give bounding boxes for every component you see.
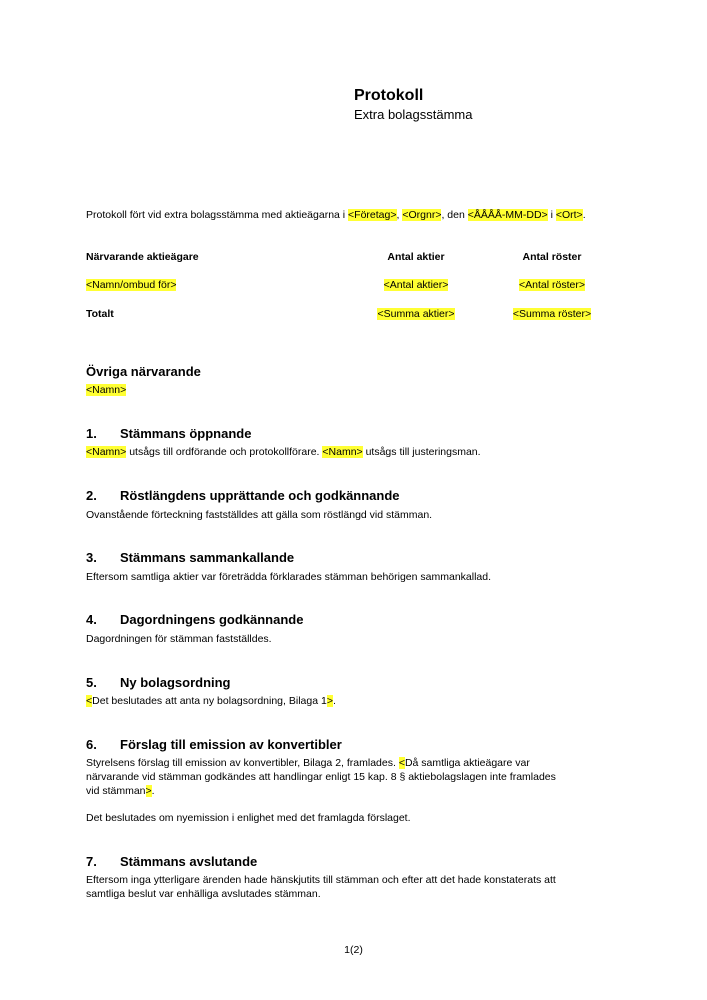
section-1-text-a: utsågs till ordförande och protokollförare.	[126, 446, 323, 458]
section-4-number: 4.	[86, 612, 97, 627]
others-heading: Övriga närvarande	[86, 364, 201, 379]
header-namn: Närvarande aktieägare	[86, 251, 199, 263]
placeholder-foretag: <Företag>	[348, 209, 397, 221]
total-aktier-cell	[356, 307, 476, 321]
intro-comma: ,	[396, 209, 403, 221]
bracket-close: >	[145, 785, 152, 797]
section-2-heading	[86, 488, 400, 504]
section-5-heading	[86, 675, 231, 691]
section-1-text	[86, 445, 481, 459]
section-7-line-2: samtliga beslut var enhälliga avslutades stämman.	[86, 888, 321, 900]
placeholder-namn-ombud: <Namn/ombud för>	[86, 279, 177, 291]
section-5-title: Ny bolagsordning	[120, 675, 231, 690]
header-antal-aktier: Antal aktier	[387, 251, 445, 263]
placeholder-summa-roster: <Summa röster>	[512, 308, 592, 320]
section-2-title: Röstlängdens upprättande och godkännande	[120, 488, 400, 503]
section-7-line-1: Eftersom inga ytterligare ärenden hade hänskjutits till stämman och efter att det hade konstaterats att	[86, 874, 556, 886]
section-7-number: 7.	[86, 854, 97, 869]
section-3-text: Eftersom samtliga aktier var företrädda förklarades stämman behörigen sammankallad.	[86, 571, 492, 583]
bracket-close: >	[326, 695, 333, 707]
others-name-line	[86, 383, 126, 397]
section-1-text-b: utsågs till justeringsman.	[362, 446, 481, 458]
section-1-title: Stämmans öppnande	[120, 426, 252, 441]
section-2-text: Ovanstående förteckning fastställdes att gälla som röstlängd vid stämman.	[86, 509, 433, 521]
placeholder-antal-aktier: <Antal aktier>	[383, 279, 449, 291]
section-6-line-4: Det beslutades om nyemission i enlighet med det framlagda förslaget.	[86, 812, 411, 824]
intro-text-1: Protokoll fört vid extra bolagsstämma med aktieägarna i	[86, 209, 349, 221]
row-aktier-cell	[356, 278, 476, 292]
placeholder-summa-aktier: <Summa aktier>	[377, 308, 455, 320]
section-6-text-c: vid stämman	[86, 785, 146, 797]
placeholder-orgnr: <Orgnr>	[402, 209, 442, 221]
section-7-title: Stämmans avslutande	[120, 854, 258, 869]
section-1-heading	[86, 426, 251, 442]
section-5-text	[86, 694, 336, 708]
section-3-heading	[86, 550, 294, 566]
section-6-period: .	[151, 785, 155, 797]
page-number: 1(2)	[344, 944, 363, 956]
section-6-heading	[86, 737, 342, 753]
section-3-number: 3.	[86, 550, 97, 565]
section-6-number: 6.	[86, 737, 97, 752]
section-4-title: Dagordningens godkännande	[120, 612, 304, 627]
section-2-number: 2.	[86, 488, 97, 503]
intro-text-4: .	[582, 209, 586, 221]
bracket-open: <	[398, 757, 405, 769]
section-3-title: Stämmans sammankallande	[120, 550, 295, 565]
bracket-open: <	[86, 695, 93, 707]
section-5-text-body: Det beslutades att anta ny bolagsordning, Bilaga 1	[92, 695, 327, 707]
section-6-text-b: Då samtliga aktieägare var	[404, 757, 530, 769]
section-5-number: 5.	[86, 675, 97, 690]
section-4-text: Dagordningen för stämman fastställdes.	[86, 633, 272, 645]
row-roster-cell	[492, 278, 612, 292]
section-6-title: Förslag till emission av konvertibler	[120, 737, 342, 752]
section-4-heading	[86, 612, 303, 628]
total-label: Totalt	[86, 308, 114, 320]
section-6-text-a: Styrelsens förslag till emission av konvertibler, Bilaga 2, framlades.	[86, 757, 399, 769]
section-6-line-1	[86, 756, 530, 770]
placeholder-antal-roster: <Antal röster>	[519, 279, 585, 291]
section-1-number: 1.	[86, 426, 97, 441]
header-antal-roster: Antal röster	[522, 251, 582, 263]
section-5-period: .	[332, 695, 336, 707]
section-6-line-2: närvarande vid stämman godkändes att handlingar enligt 15 kap. 8 § aktiebolagslagen inte framlades	[86, 771, 556, 783]
placeholder-namn-ovriga: <Namn>	[86, 384, 127, 396]
row-namn-cell	[86, 278, 176, 292]
intro-text-2: , den	[441, 209, 468, 221]
section-7-heading	[86, 854, 257, 870]
placeholder-namn-ordforande: <Namn>	[86, 446, 127, 458]
placeholder-datum: <ÅÅÅÅ-MM-DD>	[467, 209, 548, 221]
intro-paragraph	[86, 208, 626, 222]
section-6-line-3	[86, 784, 155, 798]
title-block	[354, 86, 473, 123]
intro-text-3: i	[547, 209, 556, 221]
page-subtitle: Extra bolagsstämma	[354, 107, 473, 122]
page-title: Protokoll	[354, 87, 424, 104]
total-roster-cell	[492, 307, 612, 321]
placeholder-ort: <Ort>	[555, 209, 583, 221]
placeholder-namn-justeringsman: <Namn>	[322, 446, 363, 458]
